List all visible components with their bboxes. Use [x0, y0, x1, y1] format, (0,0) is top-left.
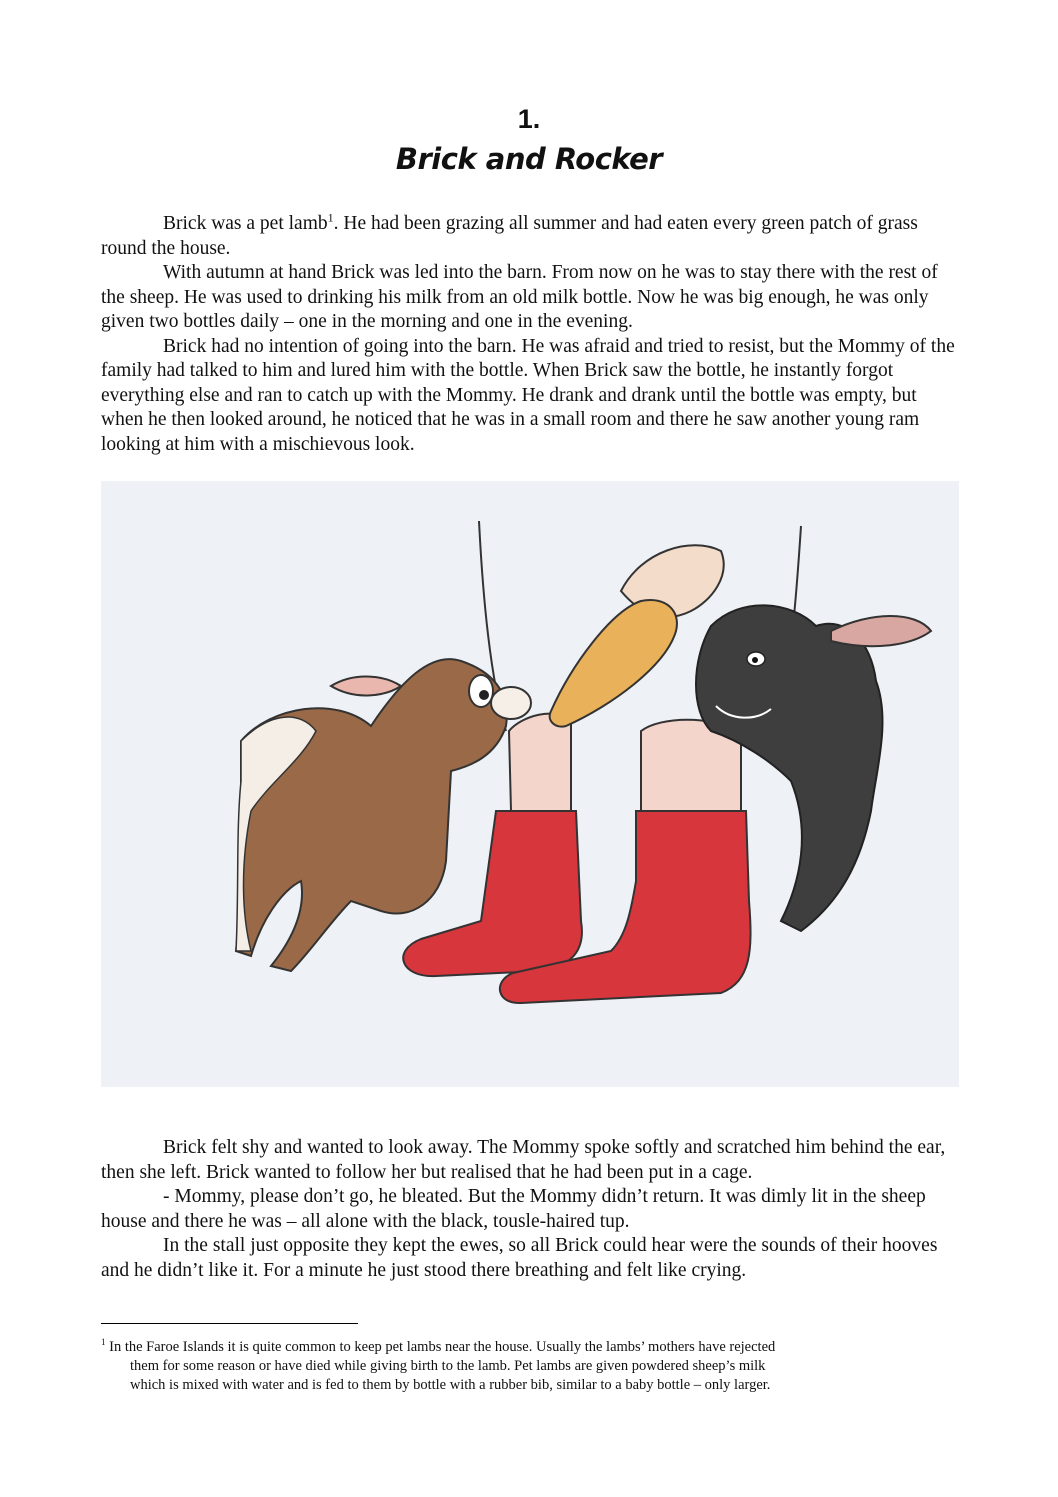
story-section-2	[101, 1136, 959, 1283]
paragraph-3: Brick had no intention of going into the barn. He was afraid and tried to resist, but the Mommy of the family had talked to him and lured him with the bottle. When Brick saw the bottle, he instantly forgot everything else and ran to catch up with the Mommy. He drank and drank until the bottle was empty, but when he then looked around, he noticed that he was in a small room and there he saw another young ram looking at him with a mischievous look.	[101, 335, 955, 455]
footnote-mark: 1	[101, 1337, 106, 1348]
chapter-number: 1.	[517, 104, 541, 134]
story-section-1	[101, 212, 959, 457]
paragraph-1: Brick was a pet lamb$^1$. He had been grazing all summer and had eaten every green patch of grass round the house.	[101, 210, 918, 259]
footnote-reference[interactable]: 1	[327, 210, 334, 225]
paragraph-6: In the stall just opposite they kept the ewes, so all Brick could hear were the sounds of their hooves and he didn’t like it. For a minute he just stood there breathing and felt like crying.	[101, 1235, 938, 1281]
illustration-lambs-feeding	[101, 481, 959, 1087]
rocker-pupil	[752, 657, 758, 663]
chapter-title: Brick and Rocker	[395, 142, 663, 176]
footnote-line-1: $^1$ In the Faroe Islands it is quite common to keep pet lambs near the house. Usually the lambs’ mothers have rejected	[101, 1337, 776, 1355]
paragraph-4: Brick felt shy and wanted to look away. The Mommy spoke softly and scratched him behind the ear, then she left. Brick wanted to follow her but realised that he had been put in a cage.	[101, 1137, 946, 1183]
footnote-line-3: which is mixed with water and is fed to them by bottle with a rubber bib, similar to a baby bottle – only larger.	[130, 1377, 771, 1393]
footnote-line-2: them for some reason or have died while giving birth to the lamb. Pet lambs are given powdered sheep’s milk	[130, 1358, 766, 1374]
paragraph-2: With autumn at hand Brick was led into the barn. From now on he was to stay there with the rest of the sheep. He was used to drinking his milk from an old milk bottle. Now he was big enough, he was only given two bottles daily – one in the morning and one in the evening.	[101, 262, 938, 332]
footnote	[101, 1338, 959, 1395]
paragraph-5: - Mommy, please don’t go, he bleated. But the Mommy didn’t return. It was dimly lit in the sheep house and there he was – all alone with the black, tousle-haired tup.	[101, 1186, 926, 1232]
brick-pupil	[479, 690, 489, 700]
footnote-separator	[101, 1323, 358, 1324]
brick-snout	[491, 687, 531, 719]
